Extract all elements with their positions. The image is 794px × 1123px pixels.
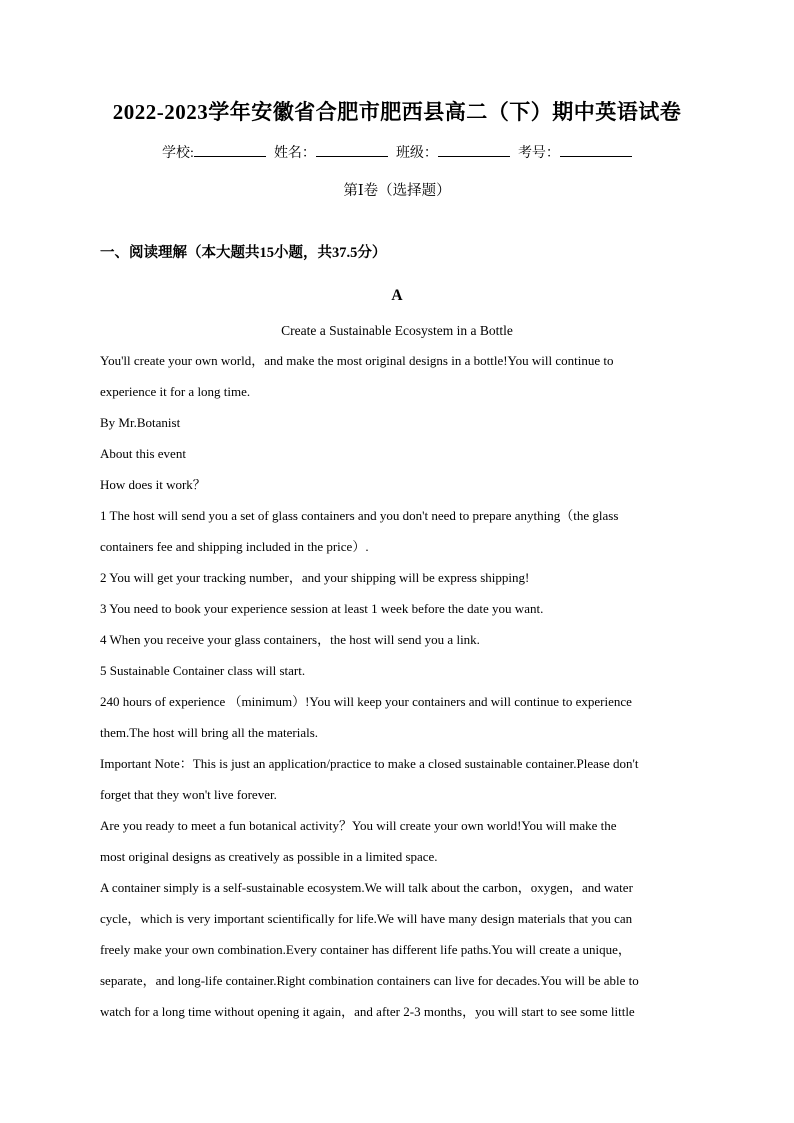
passage-line: About this event bbox=[100, 446, 186, 462]
school-label: 学校: bbox=[162, 146, 194, 162]
school-field bbox=[162, 141, 266, 164]
student-info-line bbox=[100, 141, 694, 164]
passage-line: 240 hours of experience （minimum）!You will keep your containers and will continue to experience bbox=[100, 694, 632, 710]
passage-line: forget that they won't live forever. bbox=[100, 787, 277, 803]
class-label: 班级： bbox=[395, 146, 438, 162]
passage-line: containers fee and shipping included in the price）. bbox=[100, 539, 369, 555]
exam-no-label: 考号： bbox=[517, 146, 560, 162]
section-heading: 一、阅读理解（本大题共15小题，共37.5分） bbox=[100, 245, 387, 262]
passage-line: experience it for a long time. bbox=[100, 384, 251, 400]
passage-line: You'll create your own world，and make the most original designs in a bottle!You will continue to bbox=[100, 353, 614, 369]
name-label: 姓名： bbox=[273, 146, 316, 162]
passage-line: A container simply is a self-sustainable ecosystem.We will talk about the carbon，oxygen，and water bbox=[100, 880, 633, 896]
passage-line: 5 Sustainable Container class will start. bbox=[100, 663, 306, 679]
passage-line: freely make your own combination.Every container has different life paths.You will create a unique， bbox=[100, 942, 631, 958]
exam-no-field bbox=[518, 141, 632, 164]
passage-line: separate，and long-life container.Right combination containers can live for decades.You will be able to bbox=[100, 973, 639, 989]
passage-label: A bbox=[391, 287, 403, 305]
passage-line: watch for a long time without opening it again，and after 2-3 months，you will start to see some little bbox=[100, 1004, 635, 1020]
passage-title: Create a Sustainable Ecosystem in a Bottle bbox=[281, 323, 513, 339]
passage-line: Important Note：This is just an application/practice to make a closed sustainable container.Please don't bbox=[100, 756, 639, 772]
passage-line: them.The host will bring all the materials. bbox=[100, 725, 319, 741]
passage-line: Are you ready to meet a fun botanical activity？You will create your own world!You will make the bbox=[100, 818, 617, 834]
passage-line: 2 You will get your tracking number，and your shipping will be express shipping! bbox=[100, 570, 530, 586]
passage-line: 1 The host will send you a set of glass containers and you don't need to prepare anything（the glass bbox=[100, 508, 619, 524]
passage-line: most original designs as creatively as possible in a limited space. bbox=[100, 849, 438, 865]
name-field bbox=[274, 141, 388, 164]
name-blank bbox=[316, 141, 388, 157]
passage-body bbox=[100, 345, 694, 1027]
passage-line: cycle，which is very important scientifically for life.We will have many design materials that you can bbox=[100, 911, 633, 927]
school-blank bbox=[194, 141, 266, 157]
volume-heading: 第Ⅰ卷（选择题） bbox=[343, 183, 451, 200]
class-field bbox=[396, 141, 510, 164]
exam-title: 2022-2023学年安徽省合肥市肥西县高二（下）期中英语试卷 bbox=[112, 100, 682, 124]
page-content bbox=[0, 141, 794, 1027]
passage-line: By Mr.Botanist bbox=[100, 415, 181, 431]
passage-line: How does it work？ bbox=[100, 477, 206, 493]
passage-line: 4 When you receive your glass containers，the host will send you a link. bbox=[100, 632, 480, 648]
class-blank bbox=[438, 141, 510, 157]
passage-line: 3 You need to book your experience session at least 1 week before the date you want. bbox=[100, 601, 544, 617]
exam-no-blank bbox=[560, 141, 632, 157]
